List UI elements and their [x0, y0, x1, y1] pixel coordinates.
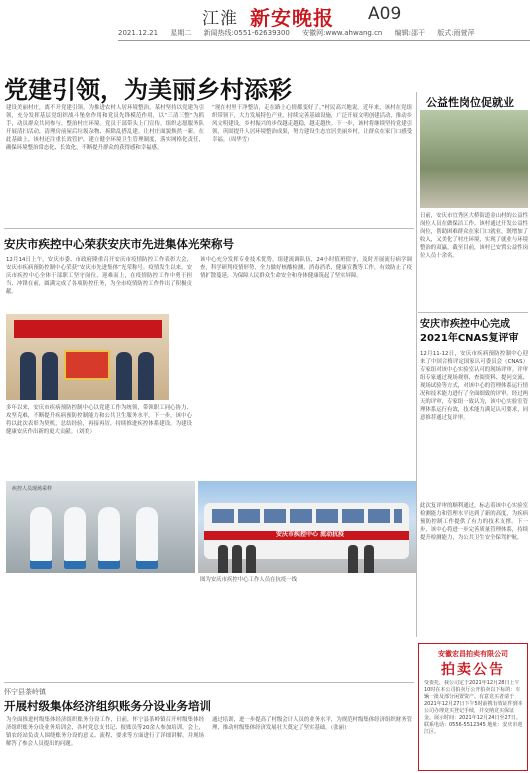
cnas-article-text: 12月11-12日，安庆市疾病预防控制中心迎来了中国合格评定国家认可委员会（CNAS）专家组对该中心实验室认可的现场评审。评审组专家通过现场观察、查阅资料、提问交流、现场试验等方式，对该中心的管理体系运行情况和技术能力进行了全面细致的评审。经过两天的评审，专家组一致认为，该中心实验室管理体系运行有效，技术能力满足认可要求，同意推荐通过复评审。: [420, 351, 528, 421]
column-divider: [416, 92, 417, 637]
photo-protective-suits: [6, 481, 195, 573]
hotline: 新闻热线:0551-62639300: [203, 29, 290, 37]
person-in-ppe: [64, 507, 86, 569]
award-plaque: [64, 350, 110, 380]
cnas-article-title: 安庆市疾控中心完成2021年CNAS复评审: [420, 319, 519, 344]
person-figure: [138, 352, 154, 400]
weekday: 星期二: [170, 29, 192, 37]
person-in-ppe: [98, 507, 120, 569]
section-divider: [418, 312, 528, 313]
award-article-title: 安庆市疾控中心荣获安庆市先进集体光荣称号: [4, 237, 234, 251]
main-article-col2: “现在村里干净整洁，走在路上心情都变好了。”村民高兴地说。近年来，该村在党组织带领下，大力发展特色产业，持续完善基础设施，广泛开展文明创建活动，推动乡风文明建设，乡村振兴的步伐越走越稳，越走越快。下一步，该村将继续坚持党建引领，巩固提升人居环境整治成果，努力建设生态宜居美丽乡村，让群众在家门口感受幸福。（周华雪）: [212, 105, 412, 143]
website: 安徽网:www.ahwang.cn: [302, 29, 383, 37]
section-divider: [4, 228, 414, 229]
newspaper-logo: 新安晚报: [250, 6, 334, 30]
person-figure: [364, 545, 374, 573]
ad-company-name: 安徽宏昌拍卖有限公司: [438, 650, 508, 658]
bus-photo-caption: 图为安庆市疾控中心工作人员在抗疫一线: [200, 577, 298, 583]
person-figure: [116, 352, 132, 400]
ad-body-text: 受委托，我公司定于2021年12月28日上午10时在本公司拍卖厅公开拍卖以下标的：车辆一批及部分闲置资产。有意竞买者请于2021年12月27日下午5时前携有效证件到本公司办理竞买登记手续，并交纳竞买保证金。展示时间：2021年12月24日至27日。联系电话：0556-5512345 地址：安庆市迎江区。: [424, 680, 523, 735]
ceremony-banner: [14, 320, 162, 338]
page-number: A09: [368, 4, 402, 24]
photo-award-ceremony: [6, 314, 169, 400]
bottom-article-text-b: 通过培训，进一步提高了村级会计人员的业务水平，为规范村级集体经济组织财务管理、推动村级集体经济发展壮大奠定了坚实基础。（张丽）: [212, 717, 412, 731]
person-figure: [246, 545, 256, 573]
photo-public-job: [420, 110, 528, 208]
bus-slogan: 安庆市疾控中心 流动抗疫: [276, 531, 345, 538]
masthead: [0, 0, 530, 30]
person-figure: [348, 545, 358, 573]
person-figure: [218, 545, 228, 573]
award-article-text-c: 多年以来，安庆市疾病预防控制中心以党建工作为统领，带领职工同心协力、攻坚克难，不断提升疾病预防控制能力和公共卫生服务水平。下一步，该中心将以此次表彰为契机，总结经验，再接再厉，持续推进疾控体系建设，为建设健康安庆作出新的更大贡献。（刘美）: [6, 405, 192, 435]
main-headline: 党建引领，为美丽乡村添彩: [4, 76, 292, 104]
proofreader: 版式:雨萱萍: [437, 29, 475, 37]
cnas-article-text-b: 此次复评审的顺利通过，标志着该中心实验室检测能力和管理水平达到了新的高度，为疾病预防控制工作提供了有力的技术支撑。下一步，该中心将进一步完善质量管理体系，持续提升检测能力，为公共卫生安全保驾护航。: [420, 503, 528, 541]
award-article-text-b: 该中心充分发挥专业技术优势，组建流调队伍，24小时值班值守，及时开展流行病学调查，科学研判疫情形势，全力做好核酸检测、消毒消杀、健康宣教等工作，有效防止了疫情扩散蔓延，为保障人民群众生命安全和身体健康筑起了坚实屏障。: [200, 257, 412, 279]
main-article-col1: 建设美丽村庄，离不开党建引领。为推进农村人居环境整治，某村坚持以党建为引领，充分发挥基层党组织战斗堡垒作用和党员先锋模范作用，以“三清三整”为抓手，动员群众共同参与，整治村庄环境。党员干部带头上门宣传，组织志愿服务队开展清扫活动，清理房前屋后垃圾杂物、拆除乱搭乱建，让村庄面貌焕然一新。在此基础上，该村还注重长效管护，建立健全环境卫生管理制度，落实网格化责任，确保环境整治常态化、长效化，不断提升群众的获得感和幸福感。: [6, 105, 204, 151]
date: 2021.12.21: [118, 29, 159, 37]
bus-windows: [212, 509, 402, 523]
photo-mobile-lab-bus: [198, 481, 416, 573]
sidebar-title-jobs: 公益性岗位促就业: [426, 96, 514, 109]
dateline: [118, 28, 530, 40]
auction-advertisement: [418, 643, 528, 771]
bottom-article-title: 开展村级集体经济组织账务分设业务培训: [4, 699, 211, 713]
bottom-article-text: 为全面推进村级集体经济组织账务分设工作，日前，怀宁县茶岭镇召开村级集体经济组织账务分设业务培训会，各村党总支书记、报账员等20余人参加培训。会上，镇农经站负责人围绕账务分设的意义、流程、要求等方面进行了详细讲解，并现场解答了参会人员提出的问题。: [6, 717, 204, 747]
award-article-text-a: 12月14日上午，安庆市委、市政府隆重召开安庆市疫情防控工作表彰大会，安庆市疾病预防控制中心荣获“安庆市先进集体”光荣称号。疫情发生以来，安庆市疾控中心全体干部职工坚守岗位，迎难而上，在疫情防控工作中勇于担当、冲锋在前，圆满完成了各项防控任务，为全市疫情防控工作作出了积极贡献。: [6, 257, 192, 295]
ad-title: 拍卖公告: [441, 662, 505, 678]
bottom-article-kicker: 怀宁县茶岭镇: [4, 688, 46, 696]
person-figure: [42, 352, 58, 400]
header-divider: [118, 40, 530, 41]
person-in-ppe: [136, 507, 158, 569]
person-in-ppe: [30, 507, 52, 569]
ppe-photo-label: 疾控人员现场采样: [12, 486, 53, 492]
person-figure: [232, 545, 242, 573]
section-divider: [4, 682, 414, 683]
editor: 编辑:邵干: [394, 29, 425, 37]
masthead-region: 江淮: [202, 9, 238, 29]
sidebar-jobs-text: 日前，安庆市宜秀区大桥街道金山村的公益性岗位人员在做保洁工作。该村通过开发公益性岗位，帮助困难群众在家门口就业，既增加了收入，又美化了村庄环境，实现了就业与环境整治的双赢。截至目前，该村已安置公益性岗位人员十余名。: [420, 213, 528, 259]
person-figure: [20, 352, 36, 400]
